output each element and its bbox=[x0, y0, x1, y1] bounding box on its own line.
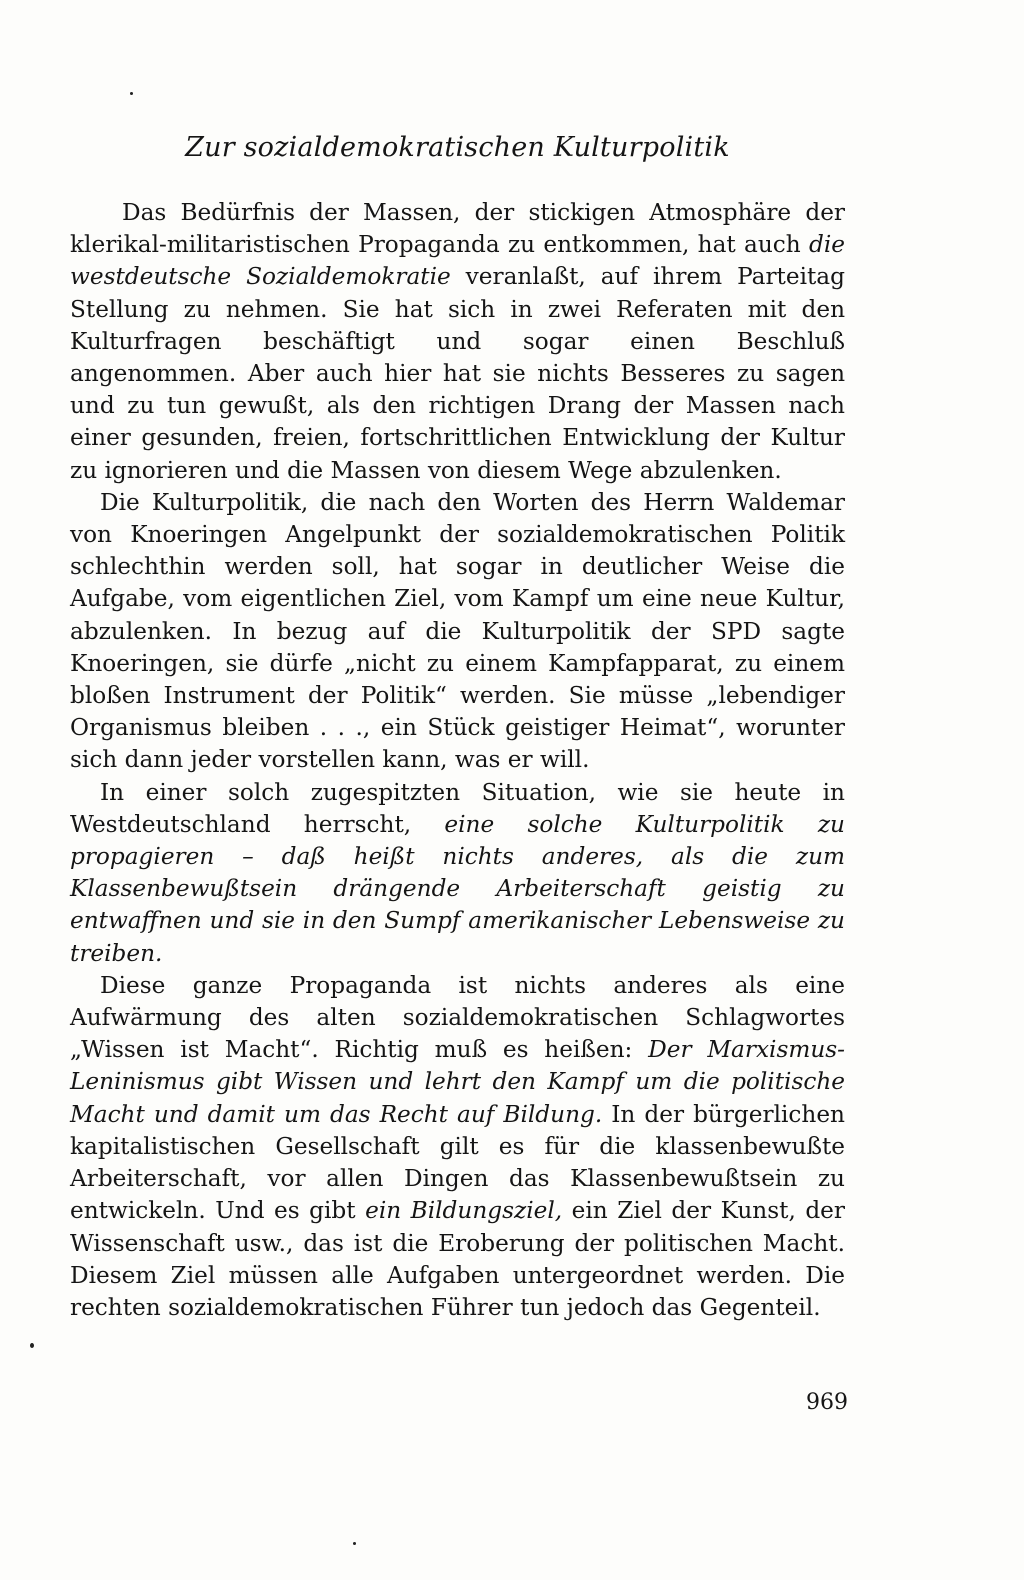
paragraph-3 bbox=[70, 777, 845, 970]
paragraph-1-segment-1: Das Bedürfnis der Massen, der stickigen Atmosphäre der klerikal-militaristischen Propaganda zu entkommen, hat auch bbox=[70, 199, 845, 259]
paragraph-1-segment-2-italic: die westdeutsche Sozialdemokratie bbox=[70, 231, 845, 291]
paragraph-2 bbox=[70, 487, 845, 777]
paragraph-4-segment-2-italic: Der Marxismus-Leninismus gibt Wissen und lehrt den Kampf um die politische Macht und damit um das Recht auf Bildung. bbox=[70, 1036, 846, 1128]
paragraph-3-segment-1: In einer solch zugespitzten Situation, wie sie heute in Westdeutschland herrscht, bbox=[70, 778, 845, 838]
paragraph-3-segment-2-italic: eine solche Kulturpolitik zu propagieren – daß heißt nichts anderes, als die zum Klassenbewußtsein drängende Arbeiterschaft geistig zu entwaffnen und sie in den Sumpf amerikanischer Lebensweise zu treiben. bbox=[70, 810, 845, 967]
paragraph-4-segment-5: ein Ziel der Kunst, der Wissenschaft usw., das ist die Eroberung der politischen Macht. Diesem Ziel müssen alle Aufgaben untergeordnet werden. Die rechten sozialdemokratischen Führer tun jedoch das Gegenteil. bbox=[70, 1197, 845, 1321]
paragraph-1 bbox=[70, 197, 845, 487]
page-number: 969 bbox=[806, 1390, 848, 1415]
paragraph-4-segment-4-italic: ein Bildungsziel, bbox=[365, 1197, 563, 1225]
paragraph-1-segment-3: veranlaßt, auf ihrem Parteitag Stellung zu nehmen. Sie hat sich in zwei Referaten mit den Kulturfragen beschäftigt und sogar einen Beschluß angenommen. Aber auch hier hat sie nichts Besseres zu sagen und zu tun gewußt, als den richtigen Drang der Massen nach einer gesunden, freien, fortschrittlichen Entwicklung der Kultur zu ignorieren und die Massen von diesem Wege abzulenken. bbox=[70, 263, 845, 484]
paragraph-4-segment-3: In der bürgerlichen kapitalistischen Gesellschaft gilt es für die klassenbewußte Arbeiterschaft, vor allen Dingen das Klassenbewußtsein zu entwickeln. Und es gibt bbox=[70, 1100, 845, 1225]
page-title: Zur sozialdemokratischen Kulturpolitik bbox=[185, 132, 730, 163]
paragraph-4-segment-1: Diese ganze Propaganda ist nichts anderes als eine Aufwärmung des alten sozialdemokratischen Schlagwortes „Wissen ist Macht“. Richtig muß es heißen: bbox=[70, 971, 845, 1064]
paragraph-2-segment-1: Die Kulturpolitik, die nach den Worten des Herrn Waldemar von Knoeringen Angelpunkt der sozialdemokratischen Politik schlechthin werden soll, hat sogar in deutlicher Weise die Aufgabe, vom eigentlichen Ziel, vom Kampf um eine neue Kultur, abzulenken. In bezug auf die Kulturpolitik der SPD sagte Knoeringen, sie dürfe „nicht zu einem Kampfapparat, zu einem bloßen Instrument der Politik“ werden. Sie müsse „lebendiger Organismus bleiben . . ., ein Stück geistiger Heimat“, worunter sich dann jeder vorstellen kann, was er will. bbox=[70, 488, 845, 774]
body-text bbox=[70, 197, 845, 1324]
paragraph-4 bbox=[70, 970, 845, 1324]
print-speck bbox=[353, 1542, 356, 1545]
print-speck bbox=[30, 1343, 34, 1348]
print-speck bbox=[130, 92, 133, 95]
